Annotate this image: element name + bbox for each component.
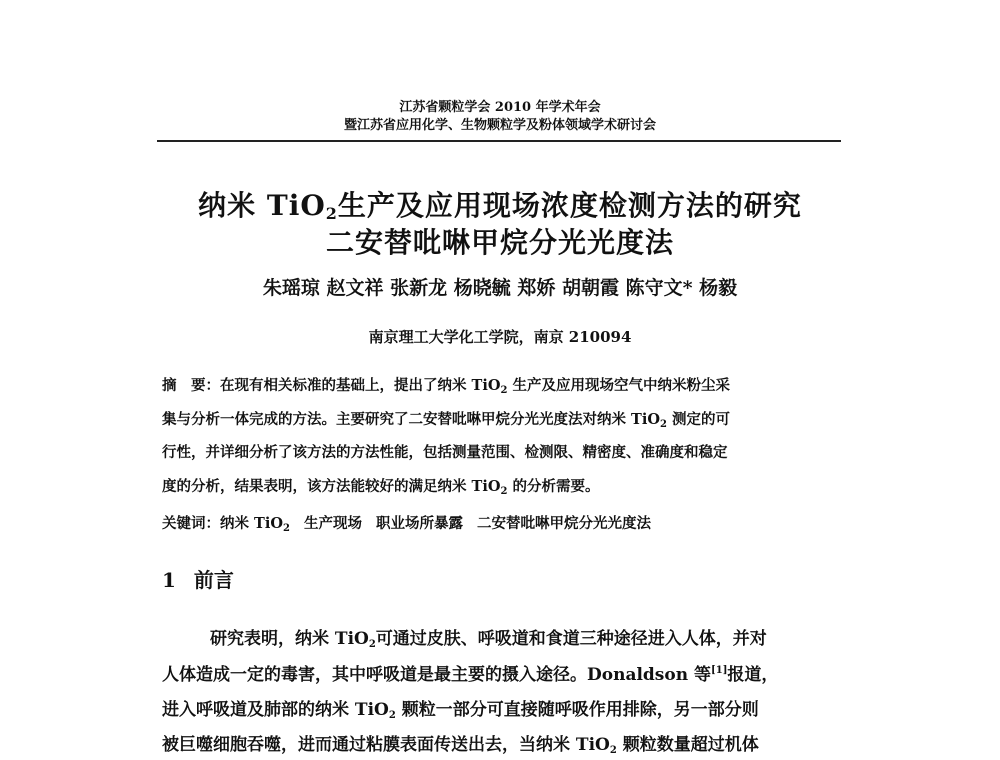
- body-subscript: 2: [609, 745, 617, 756]
- section-number: 1: [162, 568, 176, 592]
- section-heading: [162, 566, 234, 594]
- body-text: 报道，: [727, 665, 779, 685]
- abstract-text: 度的分析，结果表明，该方法能较好的满足纳米 TiO: [162, 478, 501, 495]
- abstract-subscript: 2: [659, 419, 667, 430]
- abstract-text: 在现有相关标准的基础上，提出了纳米 TiO: [220, 377, 501, 394]
- title-text-prefix: 纳米 TiO: [198, 189, 326, 222]
- body-text: 颗粒一部分可直接随呼吸作用排除，另一部分则: [395, 700, 759, 720]
- keywords: [162, 513, 665, 535]
- section-title: 前言: [193, 568, 234, 592]
- paper-title-line-2: 二安替吡啉甲烷分光光度法: [325, 226, 674, 259]
- abstract-line-3: 行性，并详细分析了该方法的方法性能，包括测量范围、检测限、精密度、准确度和稳定: [162, 444, 728, 461]
- title-text-suffix: 生产及应用现场浓度检测方法的研究: [337, 189, 802, 222]
- keyword-text: 纳米 TiO: [220, 515, 283, 532]
- body-line-3: [162, 697, 759, 723]
- author-list: 朱瑶琼 赵文祥 张新龙 杨晓毓 郑娇 胡朝霞 陈守文* 杨毅: [262, 277, 738, 299]
- keywords-label: 关键词：: [162, 515, 220, 532]
- abstract-label: 摘 要：: [162, 377, 220, 394]
- paper-title-line-1: [0, 189, 1000, 223]
- keyword-item: 二安替吡啉甲烷分光光度法: [476, 515, 651, 532]
- body-text: 可通过皮肤、呼吸道和食道三种途径进入人体，并对: [375, 629, 767, 649]
- header-divider: [157, 140, 841, 142]
- keyword-item: [220, 515, 290, 532]
- abstract-subscript: 2: [500, 486, 508, 497]
- body-text: 被巨噬细胞吞噬，进而通过粘膜表面传送出去，当纳米 TiO: [162, 735, 610, 755]
- body-line-1: [210, 626, 767, 652]
- body-text: 颗粒数量超过机体: [616, 735, 759, 755]
- abstract-text: 的分析需要。: [507, 478, 600, 495]
- abstract-line-1: [162, 375, 730, 397]
- abstract-subscript: 2: [500, 385, 508, 396]
- citation-reference: [1]: [711, 665, 728, 676]
- abstract-text: 测定的可: [666, 411, 731, 428]
- body-text: 人体造成一定的毒害，其中呼吸道是最主要的摄入途径。Donaldson 等: [162, 665, 711, 685]
- abstract-line-2: [162, 409, 730, 431]
- abstract-line-4: [162, 476, 600, 498]
- body-line-4: [162, 732, 759, 758]
- conference-name-line-1: 江苏省颗粒学会 2010 年学术年会: [399, 100, 601, 115]
- keyword-subscript: 2: [282, 523, 290, 534]
- affiliation: 南京理工大学化工学院，南京 210094: [368, 328, 632, 346]
- conference-name-line-2: 暨江苏省应用化学、生物颗粒学及粉体领域学术研讨会: [343, 118, 656, 133]
- title-subscript: 2: [325, 204, 338, 223]
- keyword-item: 职业场所暴露: [375, 515, 463, 532]
- body-text: 进入呼吸道及肺部的纳米 TiO: [162, 700, 389, 720]
- keyword-item: 生产现场: [303, 515, 362, 532]
- body-subscript: 2: [388, 710, 396, 721]
- body-text: 研究表明，纳米 TiO: [210, 629, 369, 649]
- abstract-text: 集与分析一体完成的方法。主要研究了二安替吡啉甲烷分光光度法对纳米 TiO: [162, 411, 660, 428]
- body-subscript: 2: [368, 639, 376, 650]
- abstract-text: 生产及应用现场空气中纳米粉尘采: [507, 377, 730, 394]
- body-line-2: [162, 662, 778, 688]
